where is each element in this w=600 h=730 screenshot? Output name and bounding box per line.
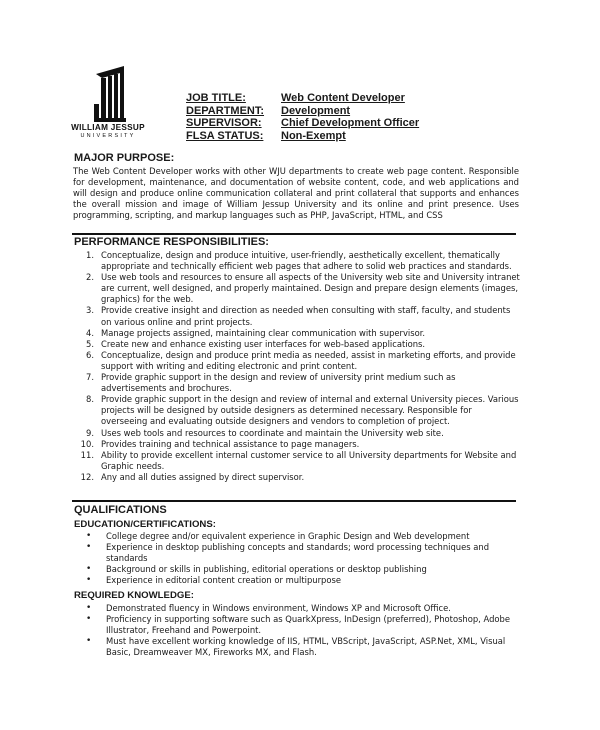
supervisor-label: SUPERVISOR:	[186, 117, 262, 129]
list-item: • Demonstrated fluency in Windows environment, Windows XP and Microsoft Office.	[86, 603, 451, 613]
list-item: • Experience in desktop publishing concepts and standards; word processing techniques and standards	[86, 542, 490, 564]
bullet-icon: •	[86, 614, 92, 625]
supervisor-value: Chief Development Officer	[281, 117, 420, 129]
list-item: 6. Conceptualize, design and produce print media as needed, assist in marketing efforts, and provide support with writing and editing electronic and print content.	[86, 349, 516, 371]
university-logo	[66, 64, 150, 139]
logo-subtitle: UNIVERSITY	[80, 133, 136, 139]
job-info-row	[186, 105, 419, 118]
knowledge-list	[86, 603, 516, 658]
section-divider	[72, 500, 516, 502]
flsa-status-value: Non-Exempt	[281, 129, 346, 142]
education-list	[86, 531, 516, 586]
list-item: • Experience in editorial content creation or multipurpose	[86, 575, 341, 586]
education-heading: EDUCATION/CERTIFICATIONS:	[74, 519, 216, 530]
flsa-status-label: FLSA STATUS:	[186, 129, 264, 142]
department-label: DEPARTMENT:	[186, 104, 265, 117]
job-info-row	[186, 130, 419, 143]
bullet-icon: •	[86, 575, 92, 586]
major-purpose-heading: MAJOR PURPOSE:	[74, 152, 175, 164]
list-item: 11. Ability to provide excellent internal customer service to all University departments for Website and Graphic needs.	[80, 449, 517, 471]
bullet-icon: •	[86, 531, 92, 541]
job-info-row	[186, 117, 419, 130]
job-info	[186, 92, 419, 142]
job-title-value: Web Content Developer	[281, 92, 405, 104]
bullet-icon: •	[86, 542, 92, 553]
section-divider	[72, 233, 516, 235]
list-item: 12. Any and all duties assigned by direct supervisor.	[80, 471, 305, 482]
major-purpose-text: The Web Content Developer works with other WJU departments to create web page content. Responsible for development, maintenance, and documentation of website content, code, and web applications and will design and produce online communication collateral and print collateral that supports and enhances the overall mission and image of William Jessup University and its online and print presence. Uses programming, scripting, and markup languages such as PHP, JavaScript, HTML, and CSS	[73, 166, 519, 221]
job-info-row	[186, 92, 419, 105]
list-item: 5. Create new and enhance existing user interfaces for web-based applications.	[86, 338, 426, 349]
bullet-icon: •	[86, 603, 92, 613]
bullet-icon: •	[86, 564, 92, 575]
job-title-label: JOB TITLE:	[186, 92, 246, 104]
knowledge-heading: REQUIRED KNOWLEDGE:	[74, 590, 194, 601]
list-item: 9. Uses web tools and resources to coordinate and maintain the University web site.	[86, 427, 444, 438]
list-item: • College degree and/or equivalent experience in Graphic Design and Web development	[86, 531, 470, 541]
logo-tower-icon	[92, 64, 126, 122]
qualifications-heading: QUALIFICATIONS	[74, 504, 167, 516]
department-value: Development	[281, 104, 351, 117]
list-item: 2. Use web tools and resources to ensure all aspects of the University web site and University intranet are current, well designed, and properly maintained. Design and prepare design elements (images, graphics) for the web.	[86, 272, 520, 305]
list-item: 7. Provide graphic support in the design and review of university print medium such as advertisements and brochures.	[86, 372, 456, 394]
responsibilities-list	[70, 250, 520, 483]
list-item: • Must have excellent working knowledge of IIS, HTML, VBScript, JavaScript, ASP.Net, XML, Visual Basic, Dreamweaver MX, Fireworks MX, and Flash.	[86, 636, 506, 658]
list-item: 8. Provide graphic support in the design and review of internal and external University pieces. Various projects will be designed by outside designers as determined necessary. Responsible for overseeing and evaluating outside designers and vendors to completion of project.	[86, 394, 519, 427]
list-item: 1. Conceptualize, design and produce intuitive, user-friendly, aesthetically excellent, thematically appropriate and technically efficient web pages that adhere to solid web practices and standards.	[86, 250, 512, 272]
bullet-icon: •	[86, 636, 92, 647]
list-item: 10. Provides training and technical assistance to page managers.	[80, 438, 360, 449]
list-item: 4. Manage projects assigned, maintaining clear communication with supervisor.	[86, 327, 426, 338]
logo-name: WILLIAM JESSUP	[71, 123, 145, 132]
list-item: • Proficiency in supporting software such as QuarkXpress, InDesign (preferred), Photoshop, Adobe Illustrator, Freehand and Powerpoint.	[86, 614, 510, 636]
performance-heading: PERFORMANCE RESPONSIBILITIES:	[74, 236, 269, 248]
list-item: • Background or skills in publishing, editorial operations or desktop publishing	[86, 564, 427, 575]
list-item: 3. Provide creative insight and direction as needed when consulting with staff, faculty, and students on various online and print projects.	[86, 305, 511, 327]
